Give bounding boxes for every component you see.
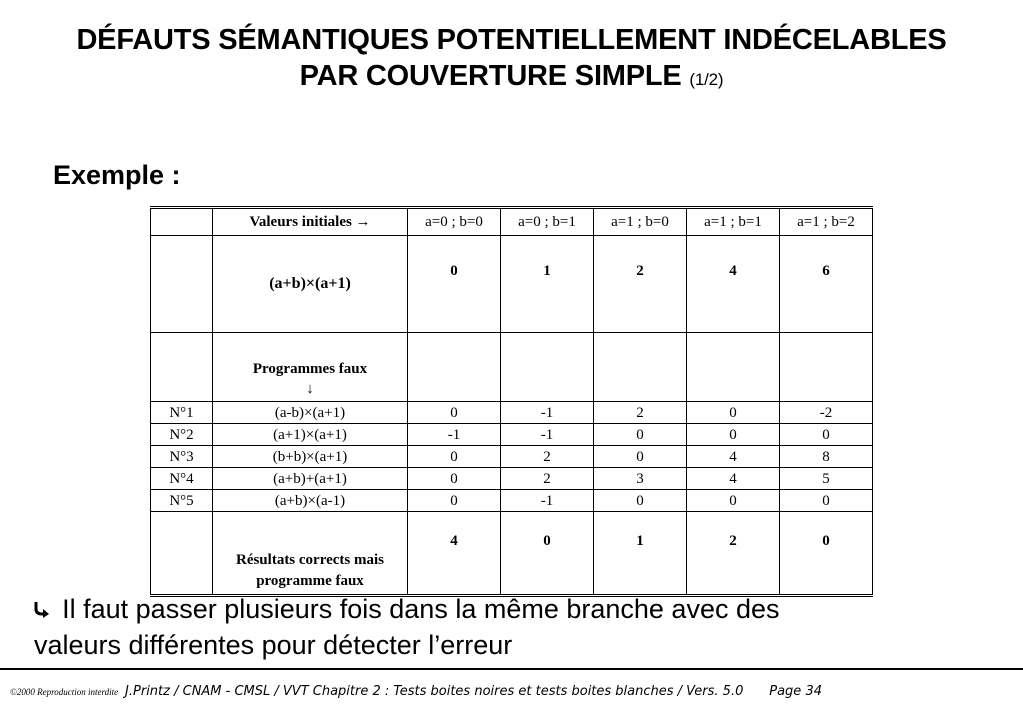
empty-cell <box>501 333 594 402</box>
result-value: 0 <box>501 512 594 596</box>
program-id: N°3 <box>151 446 213 468</box>
program-value: 0 <box>408 468 501 490</box>
curved-arrow-icon <box>34 598 56 623</box>
column-header: a=1 ; b=0 <box>594 208 687 236</box>
program-value: -2 <box>780 402 873 424</box>
formula-label: (a+b)×(a+1) <box>213 236 408 333</box>
program-id: N°1 <box>151 402 213 424</box>
table-row <box>151 490 873 512</box>
result-label-line-1: Résultats corrects mais <box>235 552 384 568</box>
program-value: 2 <box>594 402 687 424</box>
formula-value: 4 <box>687 236 780 333</box>
program-value: 0 <box>780 490 873 512</box>
program-value: 0 <box>594 490 687 512</box>
table-row <box>151 424 873 446</box>
faux-programs-label <box>213 333 408 402</box>
column-header: a=0 ; b=1 <box>501 208 594 236</box>
empty-cell <box>408 333 501 402</box>
conclusion-line-2: valeurs différentes pour détecter l’erreur <box>34 630 513 660</box>
program-value: 8 <box>780 446 873 468</box>
result-value: 1 <box>594 512 687 596</box>
program-value: 0 <box>408 402 501 424</box>
program-value: 2 <box>501 446 594 468</box>
down-arrow-icon: ↓ <box>306 381 314 397</box>
program-expr: (a+1)×(a+1) <box>213 424 408 446</box>
empty-cell <box>594 333 687 402</box>
program-expr: (a+b)+(a+1) <box>213 468 408 490</box>
program-value: 0 <box>408 490 501 512</box>
formula-row <box>151 236 873 333</box>
empty-cell <box>780 333 873 402</box>
table-header-row <box>151 208 873 236</box>
title-part-indicator: (1/2) <box>689 70 724 89</box>
page-number: Page 34 <box>769 684 822 699</box>
empty-cell <box>151 208 213 236</box>
conclusion-line-1: Il faut passer plusieurs fois dans la même branche avec des <box>62 594 780 624</box>
program-value: 0 <box>687 402 780 424</box>
table-row <box>151 446 873 468</box>
column-header: a=1 ; b=2 <box>780 208 873 236</box>
program-value: -1 <box>501 402 594 424</box>
program-value: -1 <box>501 424 594 446</box>
program-value: 2 <box>501 468 594 490</box>
faux-programs-label-text: Programmes faux <box>252 361 368 377</box>
copyright-notice: ©2000 Reproduction interdite <box>10 687 119 697</box>
program-id: N°4 <box>151 468 213 490</box>
program-value: 3 <box>594 468 687 490</box>
table-row <box>151 402 873 424</box>
column-header: a=0 ; b=0 <box>408 208 501 236</box>
footer <box>10 682 1010 699</box>
footer-course-info: J.Printz / CNAM - CMSL / VVT Chapitre 2 : Tests boites noires et tests boites blanches / Vers. 5.0 <box>125 684 744 699</box>
empty-cell <box>687 333 780 402</box>
title-line-2 <box>0 58 1023 98</box>
formula-value: 1 <box>501 236 594 333</box>
program-id: N°5 <box>151 490 213 512</box>
conclusion-bullet <box>34 592 994 663</box>
empty-cell <box>151 236 213 333</box>
program-expr: (a-b)×(a+1) <box>213 402 408 424</box>
result-label <box>213 512 408 596</box>
result-value: 4 <box>408 512 501 596</box>
program-value: 0 <box>780 424 873 446</box>
column-header: a=1 ; b=1 <box>687 208 780 236</box>
formula-value: 2 <box>594 236 687 333</box>
faux-programs-header-row <box>151 333 873 402</box>
program-value: 4 <box>687 468 780 490</box>
footer-divider <box>0 668 1023 670</box>
program-value: 0 <box>594 424 687 446</box>
table-row <box>151 468 873 490</box>
result-row <box>151 512 873 596</box>
result-label-line-2: programme faux <box>256 573 364 589</box>
title-line-1: DÉFAUTS SÉMANTIQUES POTENTIELLEMENT INDÉCELABLES <box>76 24 947 56</box>
formula-value: 0 <box>408 236 501 333</box>
program-expr: (a+b)×(a-1) <box>213 490 408 512</box>
program-value: 5 <box>780 468 873 490</box>
header-label: Valeurs initiales → <box>213 208 408 236</box>
program-id: N°2 <box>151 424 213 446</box>
semantic-defects-table <box>150 206 873 597</box>
title-line-2-text: PAR COUVERTURE SIMPLE <box>299 60 682 92</box>
formula-value: 6 <box>780 236 873 333</box>
program-expr: (b+b)×(a+1) <box>213 446 408 468</box>
result-value: 2 <box>687 512 780 596</box>
empty-cell <box>151 333 213 402</box>
program-value: 4 <box>687 446 780 468</box>
empty-cell <box>151 512 213 596</box>
program-value: -1 <box>408 424 501 446</box>
program-value: 0 <box>687 490 780 512</box>
example-heading: Exemple : <box>53 160 181 190</box>
result-value: 0 <box>780 512 873 596</box>
slide-title <box>0 22 1023 98</box>
program-value: -1 <box>501 490 594 512</box>
program-value: 0 <box>408 446 501 468</box>
program-value: 0 <box>687 424 780 446</box>
program-value: 0 <box>594 446 687 468</box>
